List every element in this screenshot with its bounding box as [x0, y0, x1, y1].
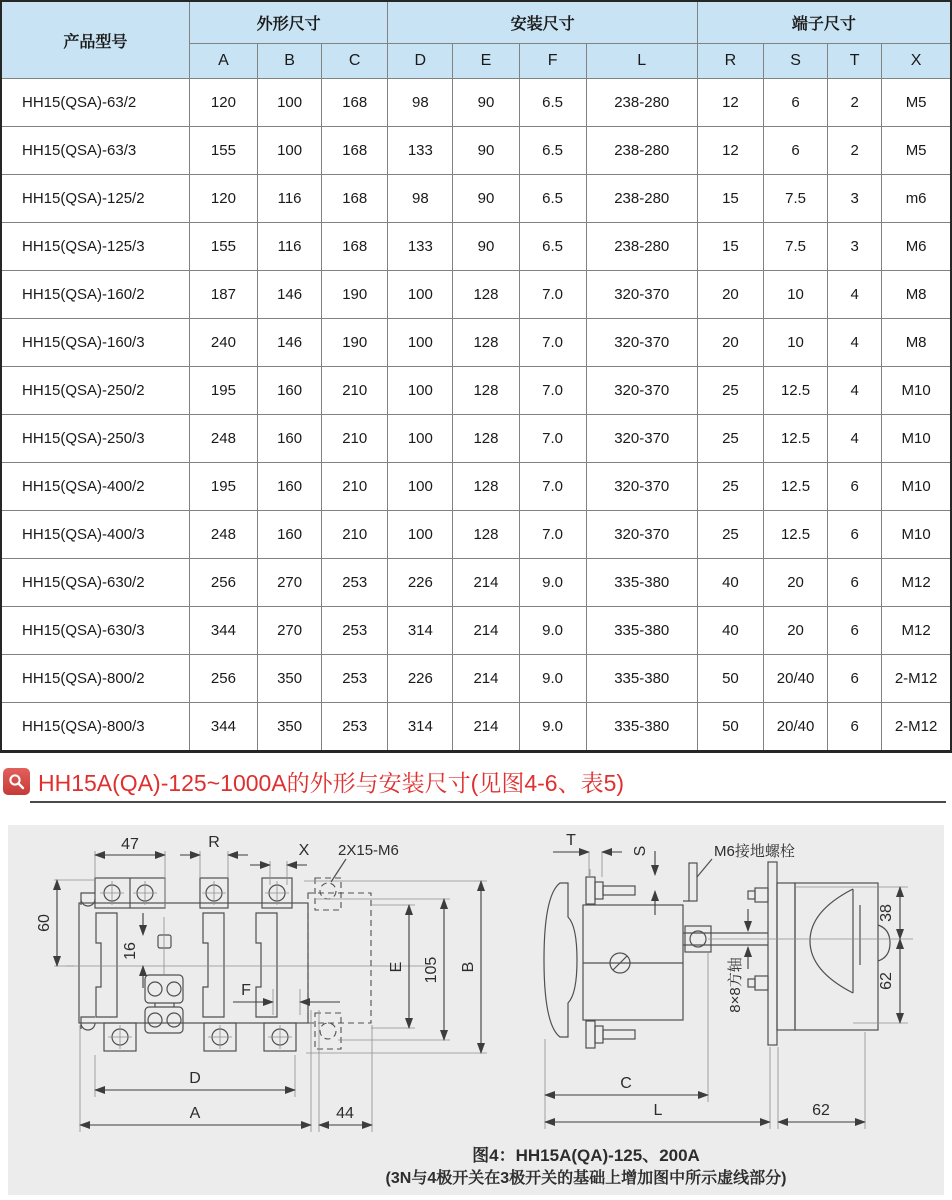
dim-label-38: 38	[878, 904, 895, 922]
value-cell: 4	[828, 367, 882, 415]
column-header-T: T	[828, 44, 882, 79]
dim-label-C: C	[620, 1075, 632, 1092]
value-cell: 90	[453, 223, 519, 271]
group-header-outline: 外形尺寸	[189, 1, 387, 44]
front-view	[36, 834, 487, 1132]
value-cell: M5	[882, 79, 951, 127]
value-cell: 214	[453, 559, 519, 607]
value-cell: 253	[322, 703, 388, 752]
value-cell: 133	[388, 223, 453, 271]
model-cell: HH15(QSA)-63/3	[1, 127, 189, 175]
value-cell: 6.5	[519, 175, 586, 223]
value-cell: 168	[322, 127, 388, 175]
value-cell: 12.5	[764, 415, 828, 463]
value-cell: 6	[764, 127, 828, 175]
value-cell: 116	[258, 223, 322, 271]
column-header-model: 产品型号	[1, 1, 189, 79]
table-row	[1, 79, 951, 127]
value-cell: 238-280	[586, 175, 697, 223]
value-cell: M8	[882, 271, 951, 319]
value-cell: 320-370	[586, 367, 697, 415]
table-row	[1, 415, 951, 463]
value-cell: 128	[453, 367, 519, 415]
model-cell: HH15(QSA)-630/2	[1, 559, 189, 607]
value-cell: 314	[388, 607, 453, 655]
value-cell: 4	[828, 271, 882, 319]
value-cell: 6.5	[519, 79, 586, 127]
value-cell: 20/40	[764, 703, 828, 752]
value-cell: 20	[697, 319, 763, 367]
dim-label-B: B	[460, 961, 477, 973]
value-cell: 214	[453, 607, 519, 655]
value-cell: 256	[189, 559, 257, 607]
value-cell: 6	[764, 79, 828, 127]
value-cell: 190	[322, 271, 388, 319]
value-cell: 168	[322, 79, 388, 127]
value-cell: 226	[388, 655, 453, 703]
table-row	[1, 607, 951, 655]
value-cell: 195	[189, 367, 257, 415]
value-cell: 210	[322, 367, 388, 415]
value-cell: 100	[258, 79, 322, 127]
model-cell: HH15(QSA)-63/2	[1, 79, 189, 127]
column-header-C: C	[322, 44, 388, 79]
value-cell: 350	[258, 655, 322, 703]
column-header-L: L	[586, 44, 697, 79]
value-cell: 12.5	[764, 511, 828, 559]
model-cell: HH15(QSA)-160/2	[1, 271, 189, 319]
value-cell: 6	[828, 703, 882, 752]
dim-label-F: F	[241, 982, 251, 999]
magnifier-icon	[3, 768, 30, 795]
value-cell: 7.0	[519, 463, 586, 511]
value-cell: 210	[322, 511, 388, 559]
value-cell: 7.0	[519, 319, 586, 367]
dim-label-62-bottom: 62	[812, 1102, 830, 1119]
side-view	[544, 832, 913, 1129]
value-cell: 6	[828, 463, 882, 511]
technical-drawing	[8, 825, 944, 1195]
value-cell: 10	[764, 271, 828, 319]
value-cell: 133	[388, 127, 453, 175]
value-cell: 20	[764, 559, 828, 607]
dim-label-X: X	[298, 842, 310, 859]
value-cell: 6.5	[519, 127, 586, 175]
value-cell: 7.0	[519, 367, 586, 415]
value-cell: 214	[453, 703, 519, 752]
value-cell: M8	[882, 319, 951, 367]
value-cell: 120	[189, 175, 257, 223]
dim-label-16: 16	[122, 942, 139, 960]
value-cell: M10	[882, 415, 951, 463]
table-row	[1, 463, 951, 511]
value-cell: 155	[189, 127, 257, 175]
dim-label-105: 105	[423, 956, 440, 984]
value-cell: 320-370	[586, 319, 697, 367]
value-cell: 90	[453, 79, 519, 127]
section-heading	[3, 766, 952, 796]
value-cell: 40	[697, 607, 763, 655]
dim-label-D: D	[189, 1070, 201, 1087]
model-cell: HH15(QSA)-400/2	[1, 463, 189, 511]
section-title: HH15A(QA)-125~1000A的外形与安装尺寸(见图4-6、表5)	[38, 769, 625, 796]
value-cell: 253	[322, 559, 388, 607]
value-cell: 335-380	[586, 655, 697, 703]
column-header-D: D	[388, 44, 453, 79]
value-cell: 2	[828, 127, 882, 175]
value-cell: M10	[882, 511, 951, 559]
value-cell: 7.5	[764, 223, 828, 271]
value-cell: 90	[453, 127, 519, 175]
value-cell: 350	[258, 703, 322, 752]
value-cell: 25	[697, 367, 763, 415]
value-cell: 320-370	[586, 463, 697, 511]
value-cell: 7.5	[764, 175, 828, 223]
dim-label-47: 47	[121, 836, 139, 853]
value-cell: 7.0	[519, 415, 586, 463]
figure-caption-line2: (3N与4极开关在3极开关的基础上增加图中所示虚线部分)	[385, 1170, 787, 1187]
column-header-A: A	[189, 44, 257, 79]
value-cell: 210	[322, 463, 388, 511]
table-row	[1, 703, 951, 752]
table-body	[1, 79, 951, 752]
table-row	[1, 559, 951, 607]
value-cell: 270	[258, 607, 322, 655]
value-cell: 4	[828, 319, 882, 367]
value-cell: 256	[189, 655, 257, 703]
value-cell: 210	[322, 415, 388, 463]
value-cell: 2-M12	[882, 703, 951, 752]
value-cell: 6	[828, 511, 882, 559]
value-cell: 25	[697, 511, 763, 559]
dim-label-L: L	[653, 1102, 663, 1119]
value-cell: 9.0	[519, 655, 586, 703]
value-cell: 100	[388, 319, 453, 367]
model-cell: HH15(QSA)-250/2	[1, 367, 189, 415]
value-cell: 98	[388, 79, 453, 127]
value-cell: 10	[764, 319, 828, 367]
value-cell: 2-M12	[882, 655, 951, 703]
value-cell: 146	[258, 319, 322, 367]
value-cell: 335-380	[586, 607, 697, 655]
shaft-label: 8×8方轴	[727, 957, 744, 1013]
screw-spec-label: 2X15-M6	[338, 842, 399, 859]
value-cell: 20	[764, 607, 828, 655]
column-header-R: R	[697, 44, 763, 79]
column-header-S: S	[764, 44, 828, 79]
value-cell: 2	[828, 79, 882, 127]
value-cell: 15	[697, 223, 763, 271]
value-cell: 100	[388, 511, 453, 559]
figure-panel	[8, 825, 944, 1195]
value-cell: 240	[189, 319, 257, 367]
value-cell: 335-380	[586, 559, 697, 607]
value-cell: 168	[322, 223, 388, 271]
dim-label-44: 44	[336, 1105, 354, 1122]
value-cell: 6	[828, 607, 882, 655]
value-cell: 253	[322, 607, 388, 655]
value-cell: 155	[189, 223, 257, 271]
value-cell: 248	[189, 415, 257, 463]
value-cell: 6	[828, 559, 882, 607]
value-cell: 160	[258, 415, 322, 463]
value-cell: 253	[322, 655, 388, 703]
dim-label-A: A	[189, 1105, 201, 1122]
dim-label-R: R	[208, 834, 220, 851]
ground-bolt-label: M6接地螺栓	[714, 843, 795, 860]
value-cell: 98	[388, 175, 453, 223]
table-header	[1, 1, 951, 79]
value-cell: 344	[189, 607, 257, 655]
model-cell: HH15(QSA)-125/2	[1, 175, 189, 223]
value-cell: 128	[453, 511, 519, 559]
value-cell: 238-280	[586, 223, 697, 271]
dim-label-62-right: 62	[878, 972, 895, 990]
column-header-B: B	[258, 44, 322, 79]
value-cell: 116	[258, 175, 322, 223]
value-cell: 238-280	[586, 127, 697, 175]
value-cell: 100	[388, 271, 453, 319]
group-header-mounting: 安装尺寸	[388, 1, 698, 44]
column-header-F: F	[519, 44, 586, 79]
value-cell: 7.0	[519, 271, 586, 319]
model-cell: HH15(QSA)-160/3	[1, 319, 189, 367]
value-cell: 100	[258, 127, 322, 175]
value-cell: 15	[697, 175, 763, 223]
table-row	[1, 271, 951, 319]
value-cell: 12.5	[764, 367, 828, 415]
value-cell: 128	[453, 271, 519, 319]
value-cell: 270	[258, 559, 322, 607]
table-row	[1, 175, 951, 223]
value-cell: 128	[453, 463, 519, 511]
value-cell: 160	[258, 463, 322, 511]
value-cell: m6	[882, 175, 951, 223]
value-cell: 12	[697, 127, 763, 175]
value-cell: 168	[322, 175, 388, 223]
value-cell: 7.0	[519, 511, 586, 559]
value-cell: 320-370	[586, 271, 697, 319]
dim-label-T: T	[566, 832, 576, 849]
value-cell: 12.5	[764, 463, 828, 511]
value-cell: M12	[882, 559, 951, 607]
model-cell: HH15(QSA)-800/3	[1, 703, 189, 752]
value-cell: 190	[322, 319, 388, 367]
table-row	[1, 655, 951, 703]
value-cell: 90	[453, 175, 519, 223]
value-cell: 100	[388, 367, 453, 415]
value-cell: M12	[882, 607, 951, 655]
value-cell: 25	[697, 415, 763, 463]
table-row	[1, 223, 951, 271]
value-cell: 40	[697, 559, 763, 607]
heading-divider	[30, 801, 946, 803]
value-cell: 320-370	[586, 511, 697, 559]
value-cell: 314	[388, 703, 453, 752]
value-cell: 146	[258, 271, 322, 319]
model-cell: HH15(QSA)-800/2	[1, 655, 189, 703]
value-cell: 160	[258, 367, 322, 415]
model-cell: HH15(QSA)-250/3	[1, 415, 189, 463]
value-cell: 187	[189, 271, 257, 319]
figure-caption-line1: 图4：HH15A(QA)-125、200A	[472, 1146, 700, 1165]
group-header-terminal: 端子尺寸	[697, 1, 951, 44]
value-cell: 9.0	[519, 703, 586, 752]
value-cell: 128	[453, 415, 519, 463]
value-cell: M10	[882, 463, 951, 511]
column-header-X: X	[882, 44, 951, 79]
dim-label-60: 60	[36, 914, 53, 932]
table-row	[1, 367, 951, 415]
value-cell: M5	[882, 127, 951, 175]
value-cell: 344	[189, 703, 257, 752]
value-cell: 195	[189, 463, 257, 511]
table-row	[1, 127, 951, 175]
model-cell: HH15(QSA)-400/3	[1, 511, 189, 559]
value-cell: 160	[258, 511, 322, 559]
value-cell: 50	[697, 703, 763, 752]
value-cell: 100	[388, 415, 453, 463]
table-row	[1, 319, 951, 367]
model-cell: HH15(QSA)-630/3	[1, 607, 189, 655]
value-cell: 20/40	[764, 655, 828, 703]
value-cell: 335-380	[586, 703, 697, 752]
value-cell: 3	[828, 175, 882, 223]
value-cell: 20	[697, 271, 763, 319]
value-cell: 6	[828, 655, 882, 703]
value-cell: 50	[697, 655, 763, 703]
value-cell: M6	[882, 223, 951, 271]
value-cell: 238-280	[586, 79, 697, 127]
dim-label-E: E	[388, 961, 405, 973]
column-header-E: E	[453, 44, 519, 79]
value-cell: 12	[697, 79, 763, 127]
value-cell: 248	[189, 511, 257, 559]
value-cell: 9.0	[519, 607, 586, 655]
value-cell: 320-370	[586, 415, 697, 463]
value-cell: 214	[453, 655, 519, 703]
model-cell: HH15(QSA)-125/3	[1, 223, 189, 271]
value-cell: 6.5	[519, 223, 586, 271]
value-cell: 128	[453, 319, 519, 367]
value-cell: 3	[828, 223, 882, 271]
value-cell: 4	[828, 415, 882, 463]
value-cell: 100	[388, 463, 453, 511]
value-cell: 120	[189, 79, 257, 127]
table-row	[1, 511, 951, 559]
value-cell: M10	[882, 367, 951, 415]
dim-label-S: S	[632, 845, 649, 857]
value-cell: 226	[388, 559, 453, 607]
value-cell: 25	[697, 463, 763, 511]
value-cell: 9.0	[519, 559, 586, 607]
